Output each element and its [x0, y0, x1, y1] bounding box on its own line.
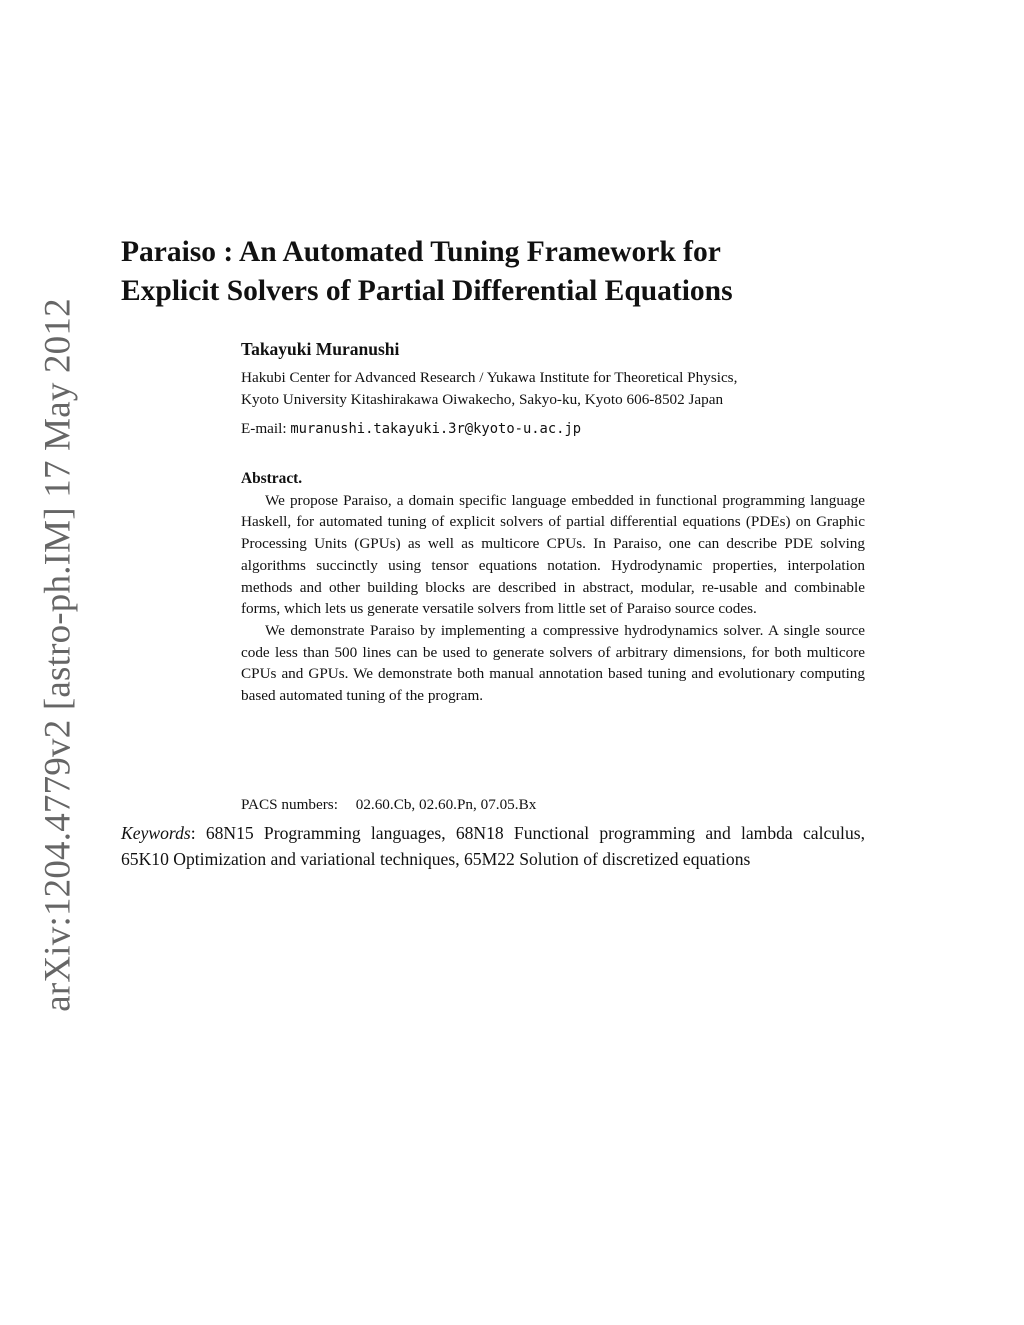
pacs-values: 02.60.Cb, 02.60.Pn, 07.05.Bx: [355, 796, 537, 813]
pacs-label: PACS numbers:: [241, 796, 338, 813]
email-label: E-mail:: [241, 420, 287, 437]
abstract-section: [241, 468, 865, 707]
affiliation-line-2: Kyoto University Kitashirakawa Oiwakecho, Sakyo-ku, Kyoto 606-8502 Japan: [241, 391, 724, 408]
keywords-label: Keywords: [121, 823, 191, 843]
paper-title: [121, 233, 881, 311]
keywords: [121, 820, 865, 872]
pacs-numbers: [241, 796, 536, 814]
author-name: Takayuki Muranushi: [241, 339, 400, 359]
author-email: [241, 420, 581, 438]
keywords-text: : 68N15 Programming languages, 68N18 Functional programming and lambda calculus, 65K10 Optimization and variational techniques, 65M22 Solution of discretized equations: [121, 823, 865, 869]
author-affiliation: [241, 367, 737, 411]
title-line-1: Paraiso : An Automated Tuning Framework for: [121, 236, 721, 268]
affiliation-line-1: Hakubi Center for Advanced Research / Yukawa Institute for Theoretical Physics,: [241, 369, 738, 386]
email-address: muranushi.takayuki.3r@kyoto-u.ac.jp: [290, 421, 582, 437]
abstract-heading: Abstract.: [241, 470, 303, 487]
title-line-2: Explicit Solvers of Partial Differential Equations: [121, 275, 733, 307]
abstract-paragraph-1: We propose Paraiso, a domain specific language embedded in functional programming language Haskell, for automated tuning of explicit solvers of partial differential equations (PDEs) on Graphic Processing Units (GPUs) as well as multicore CPUs. In Paraiso, one can describe PDE solving algorithms succinctly using tensor equations notation. Hydrodynamic properties, interpolation methods and other building blocks are described in abstract, modular, re-usable and combinable forms, which lets us generate versatile solvers from little set of Paraiso source codes.: [241, 491, 865, 618]
arxiv-side-stamp: arXiv:1204.4779v2 [astro-ph.IM] 17 May 2012: [37, 298, 79, 1012]
abstract-paragraph-2: We demonstrate Paraiso by implementing a compressive hydrodynamics solver. A single source code less than 500 lines can be used to generate solvers of arbitrary dimensions, for both multicore CPUs and GPUs. We demonstrate both manual annotation based tuning and evolutionary computing based automated tuning of the program.: [241, 621, 865, 705]
